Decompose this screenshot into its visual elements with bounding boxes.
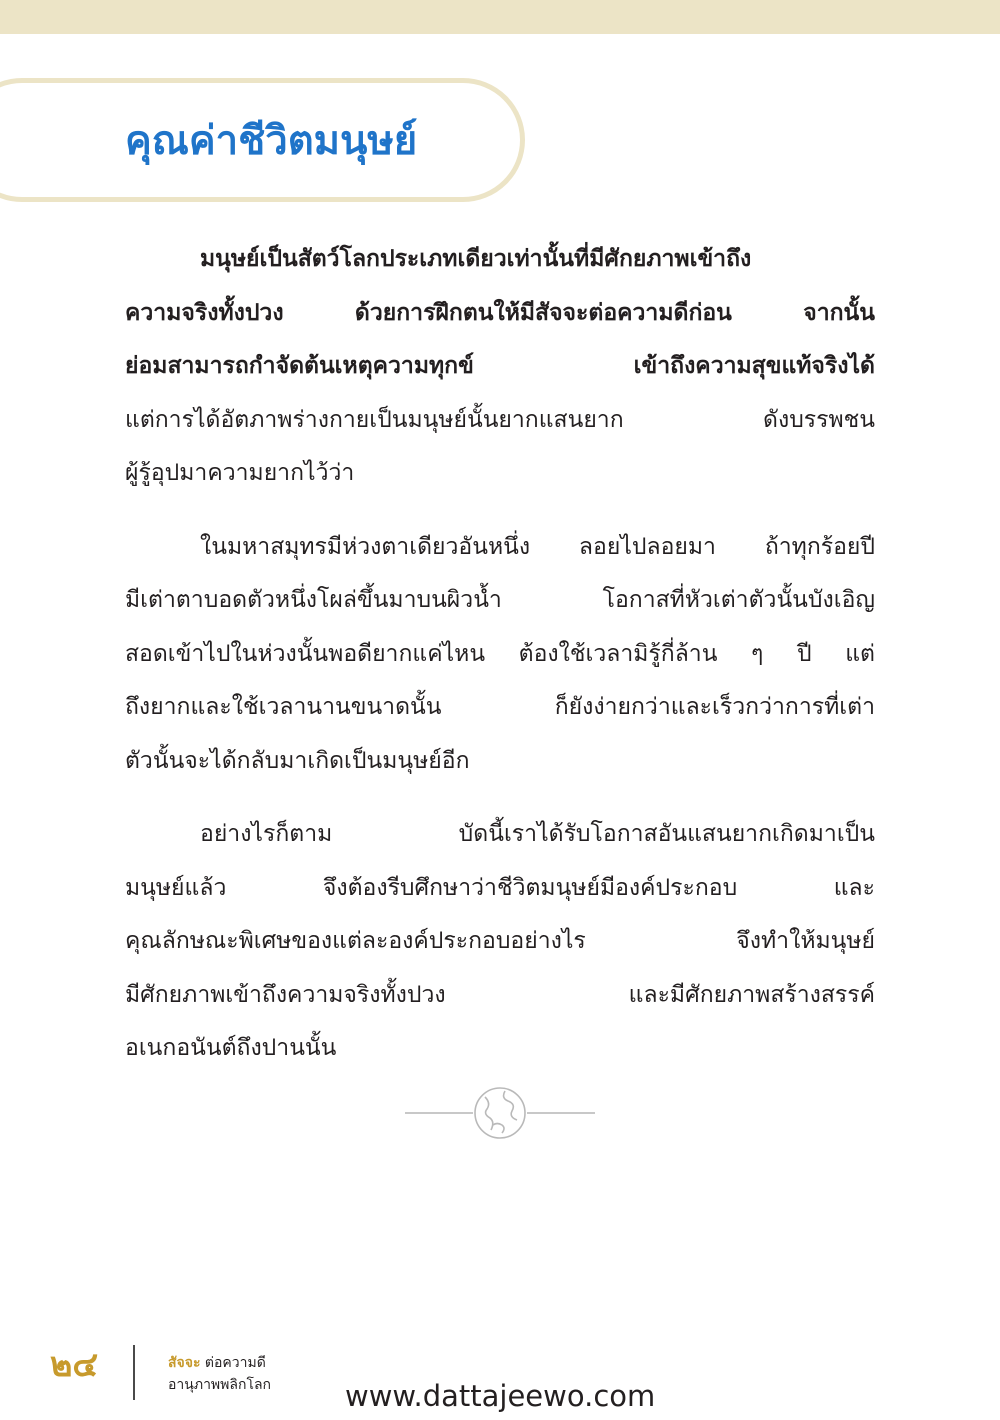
book-title-line: [168, 1352, 271, 1374]
section-divider: [405, 1085, 595, 1141]
paragraph-1: [125, 233, 875, 501]
paragraph-3: [125, 808, 875, 1076]
website-url: www.dattajeewo.com: [345, 1379, 656, 1413]
paragraph-line: ในมหาสมุทรมีห่วงตาเดียวอันหนึ่ง ลอยไปลอยมา ถ้าทุกร้อยปี: [200, 533, 875, 560]
paragraph-line: ย่อมสามารถกำจัดต้นเหตุความทุกข์ เข้าถึงความสุขแท้จริงได้: [125, 353, 875, 379]
paragraph-line: ตัวนั้นจะได้กลับมาเกิดเป็นมนุษย์อีก: [125, 747, 470, 774]
paragraph-line: มนุษย์แล้ว จึงต้องรีบศึกษาว่าชีวิตมนุษย์มีองค์ประกอบ และ: [125, 874, 875, 901]
paragraph-line: ถึงยากและใช้เวลานานขนาดนั้น ก็ยังง่ายกว่าและเร็วกว่าการที่เต่า: [125, 694, 875, 720]
paragraph-line: คุณลักษณะพิเศษของแต่ละองค์ประกอบอย่างไร จึงทำให้มนุษย์: [125, 928, 875, 954]
paragraph-spacer: [125, 501, 875, 521]
paragraph-line: สอดเข้าไปในห่วงนั้นพอดียากแค่ไหน ต้องใช้เวลามิรู้กี่ล้าน ๆ ปี แต่: [125, 640, 875, 667]
paragraph-line: ความจริงทั้งปวง ด้วยการฝึกตนให้มีสัจจะต่อความดีก่อน จากนั้น: [125, 299, 875, 326]
paragraph-line: มีเต่าตาบอดตัวหนึ่งโผล่ขึ้นมาบนผิวน้ำ โอกาสที่หัวเต่าตัวนั้นบังเอิญ: [125, 587, 875, 613]
paragraph-spacer: [125, 788, 875, 808]
paragraph-line: อย่างไรก็ตาม บัดนี้เราได้รับโอกาสอันแสนยากเกิดมาเป็น: [200, 821, 875, 847]
body-text: [125, 233, 875, 1076]
book-subtitle: อานุภาพพลิกโลก: [168, 1377, 272, 1393]
page-title: คุณค่าชีวิตมนุษย์: [125, 118, 418, 164]
paragraph-line: ผู้รู้อุปมาความยากไว้ว่า: [125, 460, 355, 486]
paragraph-line: อเนกอนันต์ถึงปานนั้น: [125, 1035, 337, 1061]
footer-divider: [133, 1345, 135, 1400]
paragraph-line: มนุษย์เป็นสัตว์โลกประเภทเดียวเท่านั้นที่มีศักยภาพเข้าถึง: [200, 246, 752, 272]
book-title: [168, 1352, 271, 1396]
top-decorative-band: [0, 0, 1000, 34]
book-title-accent: สัจจะ: [168, 1355, 201, 1371]
paragraph-line: แต่การได้อัตภาพร่างกายเป็นมนุษย์นั้นยากแสนยาก ดังบรรพชน: [125, 406, 875, 433]
paragraph-line: มีศักยภาพเข้าถึงความจริงทั้งปวง และมีศักยภาพสร้างสรรค์: [125, 981, 875, 1008]
book-title-rest: ต่อความดี: [200, 1355, 266, 1371]
globe-icon: [475, 1088, 525, 1138]
page-number: ๒๔: [50, 1345, 99, 1385]
paragraph-2: [125, 521, 875, 789]
